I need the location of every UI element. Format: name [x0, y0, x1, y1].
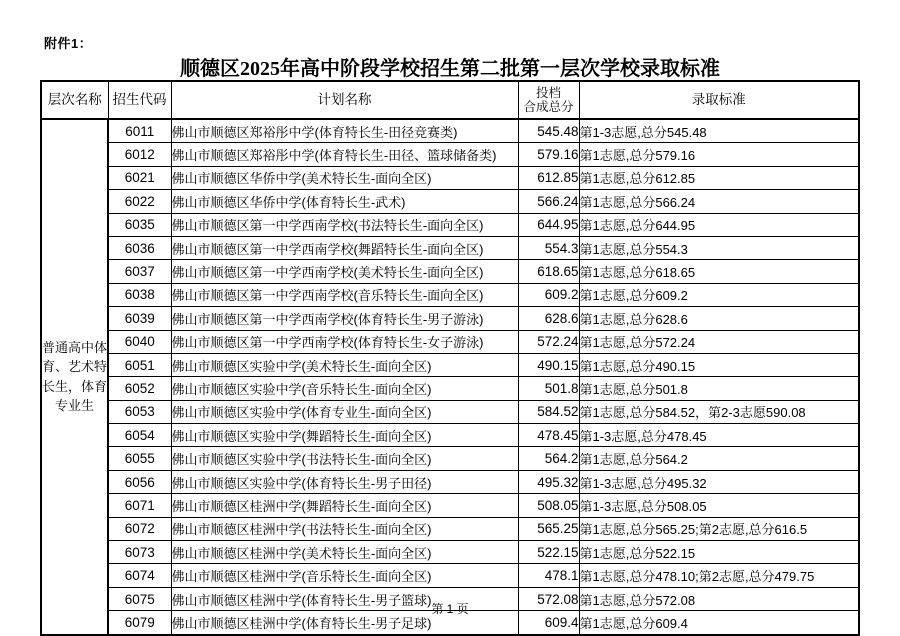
cell-code: 6036: [108, 236, 171, 259]
cell-code: 6074: [108, 564, 171, 587]
cell-admission-standard: 第1志愿,总分522.15: [579, 541, 859, 564]
cell-code: 6071: [108, 494, 171, 517]
cell-plan-name: 佛山市顺德区第一中学西南学校(体育特长生-女子游泳): [171, 330, 518, 353]
cell-plan-name: 佛山市顺德区实验中学(体育特长生-男子田径): [171, 470, 518, 493]
attachment-label: 附件1：: [44, 36, 93, 51]
table-row: [41, 424, 859, 447]
cell-score: 572.08: [518, 587, 579, 610]
cell-admission-standard: 第1志愿,总分572.08: [579, 587, 859, 610]
cell-code: 6054: [108, 424, 171, 447]
cell-plan-name: 佛山市顺德区桂洲中学(音乐特长生-面向全区): [171, 564, 518, 587]
cell-score: 564.2: [518, 447, 579, 470]
cell-score: 478.45: [518, 424, 579, 447]
cell-plan-name: 佛山市顺德区桂洲中学(舞蹈特长生-面向全区): [171, 494, 518, 517]
cell-score: 565.25: [518, 517, 579, 540]
cell-admission-standard: 第1志愿,总分644.95: [579, 213, 859, 236]
cell-admission-standard: 第1志愿,总分566.24: [579, 190, 859, 213]
table-row: [41, 470, 859, 493]
table-row: [41, 190, 859, 213]
cell-score: 584.52: [518, 400, 579, 423]
cell-plan-name: 佛山市顺德区华侨中学(美术特长生-面向全区): [171, 166, 518, 189]
table-row: [41, 119, 859, 143]
cell-plan-name: 佛山市顺德区桂洲中学(体育特长生-男子足球): [171, 611, 518, 635]
cell-admission-standard: 第1志愿,总分628.6: [579, 307, 859, 330]
cell-plan-name: 佛山市顺德区实验中学(音乐特长生-面向全区): [171, 377, 518, 400]
cell-plan-name: 佛山市顺德区实验中学(美术特长生-面向全区): [171, 353, 518, 376]
cell-plan-name: 佛山市顺德区第一中学西南学校(舞蹈特长生-面向全区): [171, 236, 518, 259]
cell-admission-standard: 第1-3志愿,总分478.45: [579, 424, 859, 447]
cell-plan-name: 佛山市顺德区第一中学西南学校(书法特长生-面向全区): [171, 213, 518, 236]
cell-admission-standard: 第1志愿,总分554.3: [579, 236, 859, 259]
cell-code: 6022: [108, 190, 171, 213]
cell-plan-name: 佛山市顺德区桂洲中学(美术特长生-面向全区): [171, 541, 518, 564]
cell-admission-standard: 第1志愿,总分565.25;第2志愿,总分616.5: [579, 517, 859, 540]
cell-plan-name: 佛山市顺德区郑裕彤中学(体育特长生-田径竞赛类): [171, 119, 518, 143]
table-row: [41, 564, 859, 587]
table-body: [41, 119, 859, 635]
cell-score: 478.1: [518, 564, 579, 587]
cell-admission-standard: 第1志愿,总分579.16: [579, 143, 859, 166]
cell-admission-standard: 第1-3志愿,总分495.32: [579, 470, 859, 493]
table-row: [41, 353, 859, 376]
cell-score: 612.85: [518, 166, 579, 189]
cell-code: 6053: [108, 400, 171, 423]
table-row: [41, 283, 859, 306]
table-row: [41, 517, 859, 540]
column-header-score-line1: 投档: [535, 85, 561, 100]
cell-score: 554.3: [518, 236, 579, 259]
cell-score: 501.8: [518, 377, 579, 400]
table-row: [41, 541, 859, 564]
table-row: [41, 166, 859, 189]
column-header-score-line2: 合成总分: [523, 100, 574, 114]
cell-code: 6039: [108, 307, 171, 330]
table-row: [41, 330, 859, 353]
admission-standards-table: [40, 80, 860, 636]
cell-score: 522.15: [518, 541, 579, 564]
cell-plan-name: 佛山市顺德区实验中学(体育专业生-面向全区): [171, 400, 518, 423]
cell-code: 6056: [108, 470, 171, 493]
cell-admission-standard: 第1志愿,总分609.4: [579, 611, 859, 635]
table-row: [41, 260, 859, 283]
cell-score: 609.2: [518, 283, 579, 306]
cell-admission-standard: 第1志愿,总分618.65: [579, 260, 859, 283]
column-header-score: [518, 81, 579, 119]
cell-score: 609.4: [518, 611, 579, 635]
cell-admission-standard: 第1志愿,总分478.10;第2志愿,总分479.75: [579, 564, 859, 587]
cell-code: 6079: [108, 611, 171, 635]
cell-plan-name: 佛山市顺德区实验中学(舞蹈特长生-面向全区): [171, 424, 518, 447]
cell-admission-standard: 第1-3志愿,总分545.48: [579, 119, 859, 143]
cell-score: 495.32: [518, 470, 579, 493]
cell-admission-standard: 第1-3志愿,总分508.05: [579, 494, 859, 517]
table-header-row: [41, 81, 859, 119]
cell-score: 490.15: [518, 353, 579, 376]
cell-plan-name: 佛山市顺德区第一中学西南学校(美术特长生-面向全区): [171, 260, 518, 283]
cell-code: 6072: [108, 517, 171, 540]
cell-score: 644.95: [518, 213, 579, 236]
cell-code: 6051: [108, 353, 171, 376]
cell-admission-standard: 第1志愿,总分572.24: [579, 330, 859, 353]
table-row: [41, 143, 859, 166]
column-header-level: 层次名称: [41, 81, 108, 119]
cell-score: 579.16: [518, 143, 579, 166]
page-title: 顺德区2025年高中阶段学校招生第二批第一层次学校录取标准: [180, 58, 720, 80]
cell-plan-name: 佛山市顺德区实验中学(书法特长生-面向全区): [171, 447, 518, 470]
cell-score: 618.65: [518, 260, 579, 283]
level-group-cell: 普通高中体育、艺术特长生，体育专业生: [41, 119, 108, 635]
column-header-code: 招生代码: [108, 81, 171, 119]
cell-plan-name: 佛山市顺德区第一中学西南学校(音乐特长生-面向全区): [171, 283, 518, 306]
cell-admission-standard: 第1志愿,总分490.15: [579, 353, 859, 376]
cell-admission-standard: 第1志愿,总分501.8: [579, 377, 859, 400]
table-row: [41, 494, 859, 517]
cell-plan-name: 佛山市顺德区桂洲中学(体育特长生-男子篮球): [171, 587, 518, 610]
cell-code: 6055: [108, 447, 171, 470]
table-header: [41, 81, 859, 119]
table-row: [41, 213, 859, 236]
cell-score: 508.05: [518, 494, 579, 517]
cell-score: 628.6: [518, 307, 579, 330]
cell-admission-standard: 第1志愿,总分612.85: [579, 166, 859, 189]
cell-admission-standard: 第1志愿,总分564.2: [579, 447, 859, 470]
cell-score: 566.24: [518, 190, 579, 213]
cell-score: 572.24: [518, 330, 579, 353]
cell-code: 6035: [108, 213, 171, 236]
cell-admission-standard: 第1志愿,总分609.2: [579, 283, 859, 306]
cell-code: 6075: [108, 587, 171, 610]
table-row: [41, 377, 859, 400]
table-row: [41, 400, 859, 423]
cell-plan-name: 佛山市顺德区第一中学西南学校(体育特长生-男子游泳): [171, 307, 518, 330]
table-row: [41, 447, 859, 470]
cell-code: 6011: [108, 119, 171, 143]
cell-score: 545.48: [518, 119, 579, 143]
cell-code: 6038: [108, 283, 171, 306]
cell-code: 6037: [108, 260, 171, 283]
cell-plan-name: 佛山市顺德区桂洲中学(书法特长生-面向全区): [171, 517, 518, 540]
cell-code: 6073: [108, 541, 171, 564]
table-row: [41, 236, 859, 259]
cell-code: 6012: [108, 143, 171, 166]
column-header-plan: 计划名称: [171, 81, 518, 119]
page-footer: 第 1 页: [431, 602, 469, 616]
cell-admission-standard: 第1志愿,总分584.52，第2-3志愿590.08: [579, 400, 859, 423]
table-row: [41, 307, 859, 330]
cell-code: 6052: [108, 377, 171, 400]
column-header-standard: 录取标准: [579, 81, 859, 119]
cell-plan-name: 佛山市顺德区郑裕彤中学(体育特长生-田径、篮球储备类): [171, 143, 518, 166]
cell-code: 6021: [108, 166, 171, 189]
cell-plan-name: 佛山市顺德区华侨中学(体育特长生-武术): [171, 190, 518, 213]
cell-code: 6040: [108, 330, 171, 353]
